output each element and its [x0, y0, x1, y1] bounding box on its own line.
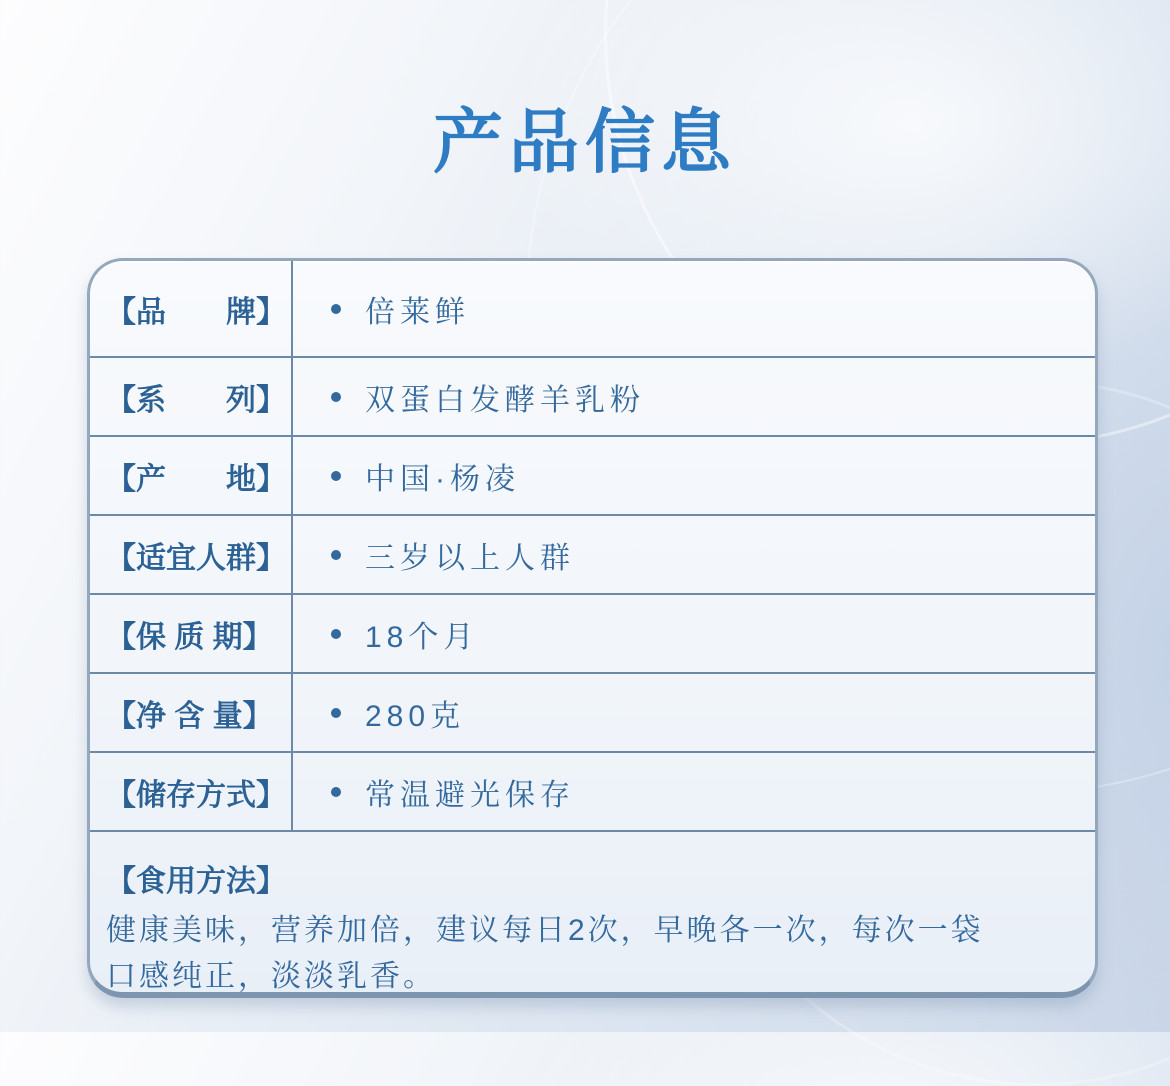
- row-value-text: 双蛋白发酵羊乳粉: [365, 383, 645, 417]
- usage-section: [90, 832, 1095, 998]
- dot-icon: [331, 708, 341, 718]
- usage-line: 口感纯正，淡淡乳香。: [106, 960, 436, 993]
- row-value-text: 280克: [365, 699, 466, 733]
- row-value: [293, 358, 1095, 435]
- row-value: [293, 516, 1095, 593]
- row-value-text: 中国·杨凌: [365, 462, 520, 496]
- row-label: 【品 牌】: [90, 261, 293, 356]
- dot-icon: [331, 629, 341, 639]
- row-value: [293, 261, 1095, 356]
- table-row-net-weight: [90, 674, 1095, 753]
- table-row-suitable-people: [90, 516, 1095, 595]
- table-row-series: [90, 358, 1095, 437]
- dot-icon: [331, 550, 341, 560]
- row-value-text: 常温避光保存: [365, 778, 575, 812]
- table-row-brand: [90, 261, 1095, 358]
- row-label: 【储存方式】: [90, 753, 293, 830]
- product-info-card: [87, 258, 1098, 998]
- table-row-origin: [90, 437, 1095, 516]
- row-label: 【系 列】: [90, 358, 293, 435]
- usage-label: 【食用方法】: [106, 865, 286, 898]
- row-value-text: 18个月: [365, 620, 479, 654]
- dot-icon: [331, 471, 341, 481]
- table-row-shelf-life: [90, 595, 1095, 674]
- row-label: 【产 地】: [90, 437, 293, 514]
- row-value: [293, 437, 1095, 514]
- row-value-text: 三岁以上人群: [365, 541, 575, 575]
- page-title: 产品信息: [433, 103, 737, 181]
- dot-icon: [331, 392, 341, 402]
- dot-icon: [331, 787, 341, 797]
- row-label: 【净 含 量】: [90, 674, 293, 751]
- row-value: [293, 674, 1095, 751]
- row-value: [293, 595, 1095, 672]
- table-row-storage: [90, 753, 1095, 832]
- dot-icon: [331, 304, 341, 314]
- row-label: 【保 质 期】: [90, 595, 293, 672]
- row-value: [293, 753, 1095, 830]
- row-value-text: 倍莱鲜: [365, 295, 470, 329]
- row-label: 【适宜人群】: [90, 516, 293, 593]
- usage-line: 健康美味，营养加倍，建议每日2次，早晚各一次，每次一袋: [106, 914, 984, 947]
